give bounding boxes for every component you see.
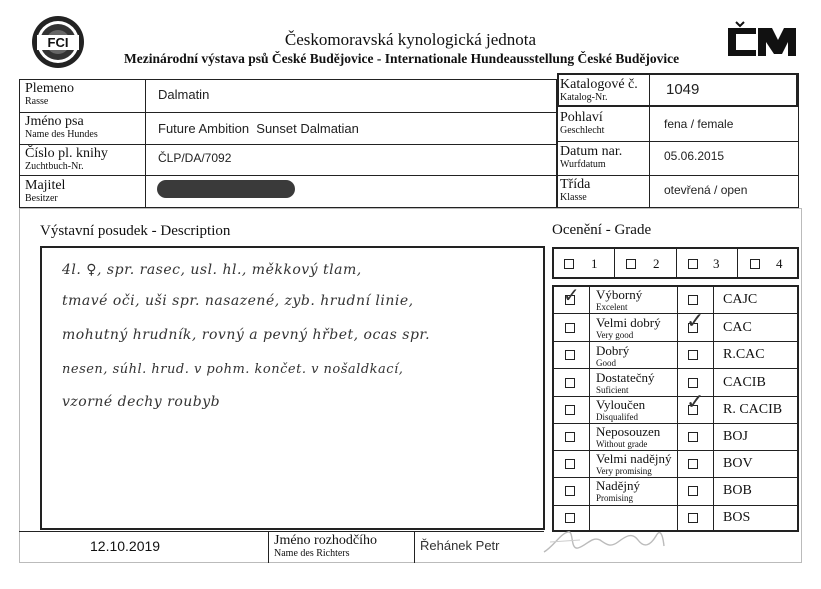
birth-value: 05.06.2015: [664, 149, 725, 163]
description-line: nesen, súhl. hrud. v pohm. končet. v nošaldkací,: [62, 362, 404, 377]
judging-date: 12.10.2019: [90, 538, 161, 554]
description-line: vzorné dechy roubyb: [62, 394, 221, 410]
place-3-label: 3: [713, 256, 720, 271]
checkmark-icon: ✓: [686, 390, 705, 415]
description-line: tmavé oči, uši spr. nasazené, zyb. hrudní linie,: [62, 293, 414, 309]
title-cajc-label: CAJC: [723, 292, 758, 307]
title-bob-label: BOB: [723, 483, 752, 498]
place-2-label: 2: [653, 256, 660, 271]
title-cajc-checkbox[interactable]: [688, 295, 698, 305]
grade-very-promising-label: Velmi nadějný Very promising: [596, 451, 672, 476]
place-2-checkbox[interactable]: [626, 259, 636, 269]
owner-redaction: [157, 180, 295, 198]
title-bov-checkbox[interactable]: [688, 459, 698, 469]
svg-text:FCI: FCI: [47, 35, 69, 50]
grade-title: Ocenění - Grade: [552, 222, 652, 238]
title-rcac-label: R.CAC: [723, 347, 765, 362]
catalog-label: Katalogové č. Katalog-Nr.: [560, 77, 638, 103]
grade-disqualifed-checkbox[interactable]: [565, 405, 575, 415]
place-1-checkbox[interactable]: [564, 259, 574, 269]
studbook-value: ČLP/DA/7092: [158, 151, 232, 165]
grade-promising-label: Nadějný Promising: [596, 478, 641, 503]
place-4-label: 4: [776, 256, 783, 271]
title-boj-label: BOJ: [723, 429, 748, 444]
sex-label: Pohlaví Geschlecht: [560, 110, 605, 136]
judge-label: Jméno rozhodčího Name des Richters: [274, 533, 378, 559]
dog-name-value: Future Ambition Sunset Dalmatian: [158, 121, 359, 136]
title-cacib-label: CACIB: [723, 375, 766, 390]
title-bov-label: BOV: [723, 456, 753, 471]
title-rcac-checkbox[interactable]: [688, 350, 698, 360]
grade-very-promising-checkbox[interactable]: [565, 459, 575, 469]
title-bos-checkbox[interactable]: [688, 513, 698, 523]
catalog-value: 1049: [666, 81, 700, 98]
header-title: Českomoravská kynologická jednota: [284, 30, 537, 49]
grade-promising-checkbox[interactable]: [565, 486, 575, 496]
title-bos-label: BOS: [723, 510, 751, 525]
place-3-checkbox[interactable]: [688, 259, 698, 269]
dog-name-label: Jméno psa Name des Hundes: [25, 114, 98, 140]
title-cacib-checkbox[interactable]: [688, 378, 698, 388]
description-line: mohutný hrudník, rovný a pevný hřbet, ocas spr.: [62, 327, 431, 343]
sex-value: fena / female: [664, 117, 734, 131]
place-1-label: 1: [591, 256, 598, 271]
title-bob-checkbox[interactable]: [688, 486, 698, 496]
judge-signature: [540, 522, 680, 558]
place-4-checkbox[interactable]: [750, 259, 760, 269]
grade-good-label: Dobrý Good: [596, 343, 630, 368]
breed-value: Dalmatin: [158, 87, 210, 102]
owner-label: Majitel Besitzer: [25, 178, 66, 204]
description-title: Výstavní posudek - Description: [40, 223, 231, 239]
title-boj-checkbox[interactable]: [688, 432, 698, 442]
birth-label: Datum nar. Wurfdatum: [560, 144, 623, 170]
checkmark-icon: ✓: [686, 309, 705, 334]
grade-without-grade-checkbox[interactable]: [565, 432, 575, 442]
class-label: Třída Klasse: [560, 177, 591, 203]
header-subtitle: Mezinárodní výstava psů České Budějovice - Internationale Hundeausstellung České Budějovice: [124, 51, 680, 66]
grade-very-good-checkbox[interactable]: [565, 323, 575, 333]
grade-without-grade-label: Neposouzen Without grade: [596, 424, 661, 449]
grade-good-checkbox[interactable]: [565, 350, 575, 360]
description-box: [40, 246, 545, 530]
grade-very-good-label: Velmi dobrý Very good: [596, 315, 661, 340]
grade-suficient-label: Dostatečný Suficient: [596, 370, 655, 395]
description-line: 4l. ♀, spr. rasec, usl. hl., měkkový tlam,: [62, 262, 362, 278]
title-cac-label: CAC: [723, 320, 752, 335]
title-rcacib-label: R. CACIB: [723, 402, 783, 417]
judge-name: Řehánek Petr: [420, 538, 500, 553]
breed-label: Plemeno Rasse: [25, 81, 74, 107]
grade-excelent-label: Výborný Excelent: [596, 287, 643, 312]
checkmark-icon: ✓: [563, 283, 580, 307]
class-value: otevřená / open: [664, 183, 748, 197]
grade-suficient-checkbox[interactable]: [565, 378, 575, 388]
studbook-label: Číslo pl. knihy Zuchtbuch-Nr.: [25, 146, 108, 172]
grade-disqualifed-label: Vyloučen Disqualifed: [596, 397, 646, 422]
